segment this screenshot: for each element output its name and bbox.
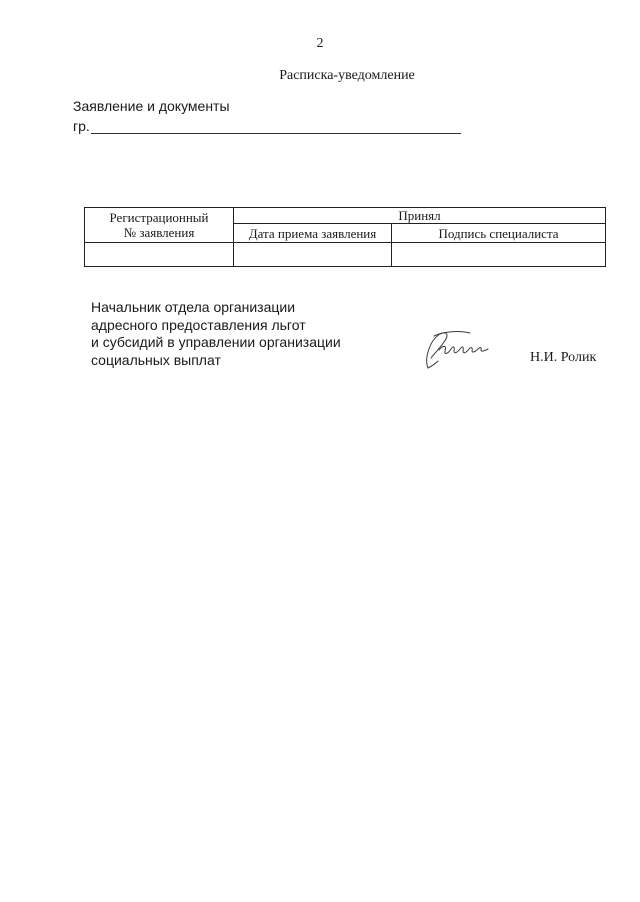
accepted-header: Принял <box>234 208 606 224</box>
signatory-title-line: социальных выплат <box>91 351 221 368</box>
reg-header-line1: Регистрационный <box>109 210 209 225</box>
specialist-signature-cell <box>392 243 606 267</box>
handwritten-signature <box>414 328 496 372</box>
statement-label: Заявление и документы <box>73 98 230 114</box>
signatory-title-line: и субсидий в управлении организации <box>91 334 341 350</box>
signatory-title-line: адресного предоставления льгот <box>91 316 306 333</box>
date-cell <box>234 243 392 267</box>
citizen-prefix: гр. <box>73 118 90 134</box>
page-number: 2 <box>316 36 324 51</box>
signer-name: Н.И. Ролик <box>530 350 597 365</box>
signatory-title <box>91 299 341 369</box>
reg-number-header <box>85 208 234 243</box>
citizen-line <box>73 118 461 134</box>
citizen-name-blank <box>91 119 461 134</box>
specialist-signature-header: Подпись специалиста <box>392 224 606 243</box>
document-title: Расписка-уведомление <box>279 68 415 83</box>
reg-number-cell <box>85 243 234 267</box>
receipt-table <box>84 207 606 267</box>
date-header: Дата приема заявления <box>234 224 392 243</box>
reg-header-line2: № заявления <box>123 225 195 240</box>
signatory-title-line: Начальник отдела организации <box>91 299 296 315</box>
